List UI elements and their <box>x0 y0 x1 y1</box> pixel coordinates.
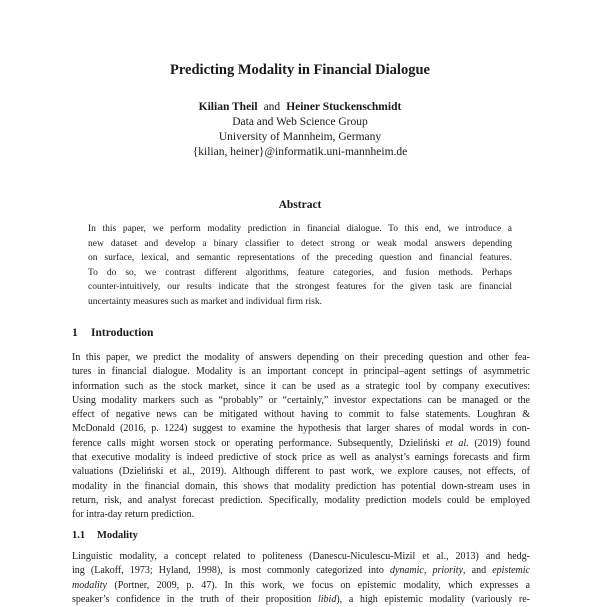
abstract-line: counter-intuitively, our results indicate that the strongest features for the given task are financial <box>88 282 512 292</box>
paragraph-line: modality in the financial domain, this shows that modality prediction has potential down-stream uses in <box>72 480 530 492</box>
paragraph-line: that executive modality is indeed predictive of stock price as well as analyst’s earnings forecasts and firm <box>72 452 530 464</box>
abstract-line: on surface, lexical, and semantic representations of the preceding question and financial features. <box>88 253 512 263</box>
term-libid: libid <box>318 593 337 605</box>
section-heading-introduction <box>72 327 153 339</box>
term-modality: modality <box>72 579 107 591</box>
abstract-body <box>88 222 512 309</box>
term-priority: priority <box>432 565 464 577</box>
line-text: speaker’s confidence in the truth of their proposition <box>72 593 312 605</box>
line-text: ing (Lakoff, 1973; Hyland, 1998), is most commonly categorized into <box>72 565 384 577</box>
author-1: Kilian Theil <box>198 101 258 113</box>
paper-title: Predicting Modality in Financial Dialogue <box>170 62 430 78</box>
line-text: ), a high epistemic modality (variously re- <box>336 593 530 605</box>
paragraph-line <box>72 564 530 578</box>
abstract-line: To do so, we contrast different algorithms, feature categories, and fusion methods. Perhaps <box>88 267 512 278</box>
term-epistemic: epistemic <box>492 565 530 577</box>
subsection-number: 1.1 <box>72 530 86 541</box>
paragraph-line: tures in financial dialogue. Modality is an important concept in principal–agent settings of asymmetric <box>72 366 530 378</box>
line-text: , <box>423 565 427 577</box>
paragraph-line: In this paper, we predict the modality of answers depending on their preceding question and other fea- <box>72 352 530 363</box>
section-number: 1 <box>72 327 78 339</box>
paragraph-line <box>72 579 530 593</box>
abstract-line: In this paper, we perform modality prediction in financial dialogue. To this end, we introduce a <box>88 224 512 234</box>
line-text: , and <box>463 565 487 577</box>
paragraph-line: valuations (Dzieliński et al., 2019). Although different to past work, we explore causes, not effects, of <box>72 466 530 478</box>
abstract-line: uncertainty measures such as market and individual firm risk. <box>88 296 323 307</box>
line-text: (Portner, 2009, p. 47). In this work, we focus on epistemic modality, which expresses a <box>114 579 530 591</box>
paragraph-line: Using modality markers such as “probably” or “certainly,” investor expectations can be managed or the <box>72 394 530 406</box>
affiliation-university: University of Mannheim, Germany <box>218 131 382 143</box>
author-names <box>0 100 600 115</box>
author-2: Heiner Stuckenschmidt <box>286 101 402 113</box>
abstract-heading: Abstract <box>278 199 322 211</box>
paragraph-line: for intra-day return prediction. <box>72 509 195 521</box>
paragraph-line: return, risk, and analyst forecast prediction. Specifically, modality prediction models could be employed <box>72 494 530 506</box>
term-dynamic: dynamic <box>389 565 424 577</box>
author-email: {kilian, heiner}@informatik.uni-mannheim.de <box>192 146 408 158</box>
paragraph-line <box>72 437 530 451</box>
introduction-body <box>72 351 530 523</box>
affiliation-group: Data and Web Science Group <box>232 116 368 128</box>
line-text: (2019) found <box>474 437 530 449</box>
paragraph-line: McDonald (2016, p. 1224) suggest to examine the hypothesis that larger shares of modal words in con- <box>72 423 530 435</box>
paragraph-line: Linguistic modality, a concept related to politeness (Danescu-Niculescu-Mizil et al., 2013) and hedg- <box>72 551 530 562</box>
subsection-heading-modality <box>72 530 138 541</box>
citation-etal: et al. <box>445 437 469 449</box>
author-block <box>0 100 600 160</box>
paragraph-line: effect of negative news can be mitigated without having to commit to false statements. Loughran & <box>72 409 530 421</box>
section-title: Introduction <box>91 327 154 339</box>
author-conjunction: and <box>263 101 281 113</box>
paragraph-line: information such as the stock market, since it can be used as a strategic tool by company executives: <box>72 380 530 392</box>
abstract-line: new dataset and develop a binary classifier to detect strong or weak modal answers depending <box>88 238 512 249</box>
modality-body <box>72 550 530 607</box>
line-text: ference calls might worsen stock or operating performance. Subsequently, Dzieliński <box>72 437 440 449</box>
subsection-title: Modality <box>97 530 138 541</box>
